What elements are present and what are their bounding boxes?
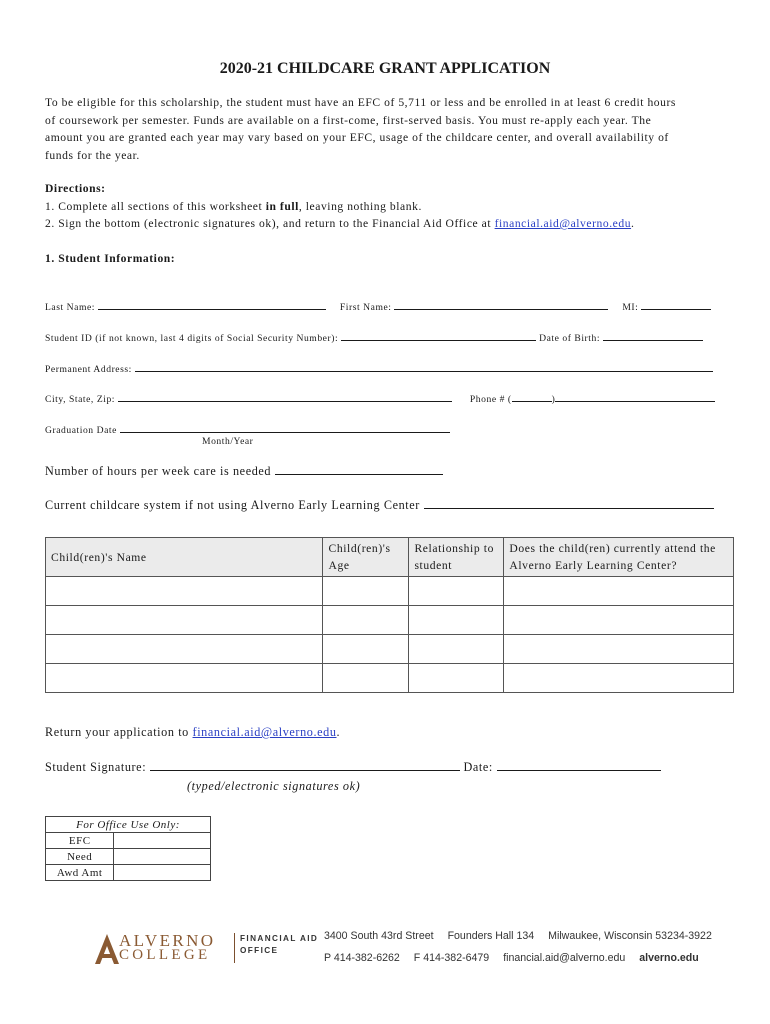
- graduation-row: [45, 422, 735, 436]
- table-row: [46, 635, 734, 664]
- student-id-label: Student ID (if not known, last 4 digits of Social Security Number):: [45, 333, 339, 344]
- table-cell[interactable]: [504, 635, 734, 664]
- office-row-label: Awd Amt: [46, 865, 114, 881]
- table-cell[interactable]: [46, 577, 323, 606]
- return-line: [45, 725, 340, 740]
- logo-wordmark-bottom: COLLEGE: [119, 947, 211, 963]
- footer-hall: Founders Hall 134: [447, 930, 535, 942]
- return-text: Return your application to: [45, 725, 193, 739]
- column-header: Relationship to student: [409, 538, 504, 577]
- return-email-link[interactable]: financial.aid@alverno.edu: [192, 725, 337, 739]
- hours-label: Number of hours per week care is needed: [45, 464, 272, 478]
- name-row: [45, 299, 735, 313]
- table-row: [46, 865, 211, 881]
- office-row-value: [114, 865, 211, 881]
- first-name-label: First Name:: [339, 302, 392, 313]
- direction-emphasis: in full: [265, 199, 299, 213]
- middle-initial-field[interactable]: [641, 299, 711, 310]
- graduation-date-label: Graduation Date: [45, 425, 117, 436]
- current-system-label: Current childcare system if not using Alverno Early Learning Center: [45, 498, 420, 512]
- city-state-zip-label: City, State, Zip:: [45, 394, 116, 405]
- direction-text: 1. Complete all sections of this worksheet: [45, 199, 266, 213]
- footer-contact-line: [324, 952, 699, 964]
- table-header-row: [46, 538, 734, 577]
- signature-date-label: Date:: [463, 760, 493, 774]
- table-row: [46, 849, 211, 865]
- table-row: [46, 606, 734, 635]
- signature-note: (typed/electronic signatures ok): [187, 779, 361, 793]
- footer-phone: P 414-382-6262: [324, 952, 400, 964]
- footer-fax: F 414-382-6479: [413, 952, 490, 964]
- table-cell[interactable]: [409, 635, 504, 664]
- alverno-college-logo: [93, 930, 233, 966]
- last-name-label: Last Name:: [45, 302, 95, 313]
- phone-area-code-field[interactable]: [512, 391, 552, 402]
- office-row-label: EFC: [46, 833, 114, 849]
- table-cell[interactable]: [46, 664, 323, 693]
- directions-heading: Directions:: [45, 182, 106, 195]
- city-state-zip-field[interactable]: [118, 391, 452, 402]
- office-row-value: [114, 833, 211, 849]
- column-header: Child(ren)'s Age: [323, 538, 409, 577]
- phone-label: Phone #: [469, 394, 505, 405]
- first-name-field[interactable]: [394, 299, 608, 310]
- financial-aid-email-link[interactable]: financial.aid@alverno.edu: [494, 217, 632, 230]
- office-use-table: [45, 816, 211, 881]
- intro-line: funds for the year.: [45, 148, 140, 162]
- direction-item-2: [45, 215, 735, 233]
- permanent-address-field[interactable]: [135, 361, 713, 372]
- table-cell[interactable]: [323, 635, 409, 664]
- last-name-field[interactable]: [98, 299, 326, 310]
- middle-initial-label: MI:: [622, 302, 639, 313]
- address-row: [45, 361, 735, 375]
- hours-field[interactable]: [275, 464, 443, 475]
- department-name: [240, 933, 318, 957]
- office-use-header-row: [46, 817, 211, 833]
- direction-text: 2. Sign the bottom (electronic signatures ok), and return to the Financial Aid Office at: [45, 217, 495, 230]
- intro-line: amount you are granted each year may vary based on your EFC, usage of the childcare center, and overall availability of: [45, 131, 669, 144]
- table-cell[interactable]: [504, 606, 734, 635]
- signature-field[interactable]: [150, 760, 460, 771]
- table-cell[interactable]: [46, 635, 323, 664]
- column-header: Does the child(ren) currently attend the Alverno Early Learning Center?: [504, 538, 734, 577]
- current-system-row: [45, 498, 735, 513]
- signature-label: Student Signature:: [45, 760, 147, 774]
- current-system-field[interactable]: [424, 498, 714, 509]
- column-header: Child(ren)'s Name: [46, 538, 323, 577]
- department-line: FINANCIAL AID: [240, 934, 319, 943]
- month-year-hint: Month/Year: [202, 436, 254, 447]
- footer-city: Milwaukee, Wisconsin 53234-3922: [548, 930, 712, 942]
- intro-line: of coursework per semester. Funds are available on a first-come, first-served basis. You must re-apply each year. The: [45, 113, 652, 127]
- hours-row: [45, 464, 735, 479]
- graduation-date-field[interactable]: [120, 422, 450, 433]
- signature-row: [45, 760, 735, 775]
- table-cell[interactable]: [46, 606, 323, 635]
- date-of-birth-label: Date of Birth:: [539, 333, 601, 344]
- table-cell[interactable]: [504, 664, 734, 693]
- table-cell[interactable]: [323, 664, 409, 693]
- direction-item-1: [45, 198, 735, 216]
- id-row: [45, 330, 735, 344]
- logo-wordmark-top: ALVERNO: [119, 931, 216, 950]
- footer-address-line: [324, 930, 712, 942]
- footer-street: 3400 South 43rd Street: [324, 930, 434, 942]
- department-line: OFFICE: [240, 946, 279, 955]
- eligibility-paragraph: [45, 94, 735, 164]
- children-table: [45, 537, 734, 693]
- permanent-address-label: Permanent Address:: [45, 364, 132, 375]
- table-cell[interactable]: [409, 577, 504, 606]
- phone-number-field[interactable]: [555, 391, 715, 402]
- table-row: [46, 833, 211, 849]
- direction-text: , leaving nothing blank.: [298, 199, 422, 213]
- intro-line: To be eligible for this scholarship, the student must have an EFC of 5,711 or less and be enrolled in at least 6 credit hours: [45, 96, 676, 109]
- page-title: 2020-21 CHILDCARE GRANT APPLICATION: [219, 60, 551, 77]
- office-row-value: [114, 849, 211, 865]
- table-cell[interactable]: [409, 606, 504, 635]
- signature-date-field[interactable]: [497, 760, 661, 771]
- footer-website-link[interactable]: alverno.edu: [639, 952, 699, 964]
- table-cell[interactable]: [323, 577, 409, 606]
- footer-email-link[interactable]: financial.aid@alverno.edu: [503, 952, 626, 964]
- table-cell[interactable]: [409, 664, 504, 693]
- table-cell[interactable]: [323, 606, 409, 635]
- date-of-birth-field[interactable]: [603, 330, 703, 341]
- table-row: [46, 664, 734, 693]
- direction-text: .: [631, 217, 635, 230]
- table-cell[interactable]: [504, 577, 734, 606]
- office-use-heading: For Office Use Only:: [46, 817, 211, 833]
- student-id-field[interactable]: [341, 330, 536, 341]
- logo-divider: [234, 933, 235, 963]
- table-row: [46, 577, 734, 606]
- office-row-label: Need: [46, 849, 114, 865]
- directions: [45, 180, 735, 233]
- section-heading-student-info: 1. Student Information:: [45, 252, 176, 265]
- return-text: .: [336, 725, 341, 739]
- city-phone-row: City, State, Zip: Phone # ( ): [45, 391, 735, 405]
